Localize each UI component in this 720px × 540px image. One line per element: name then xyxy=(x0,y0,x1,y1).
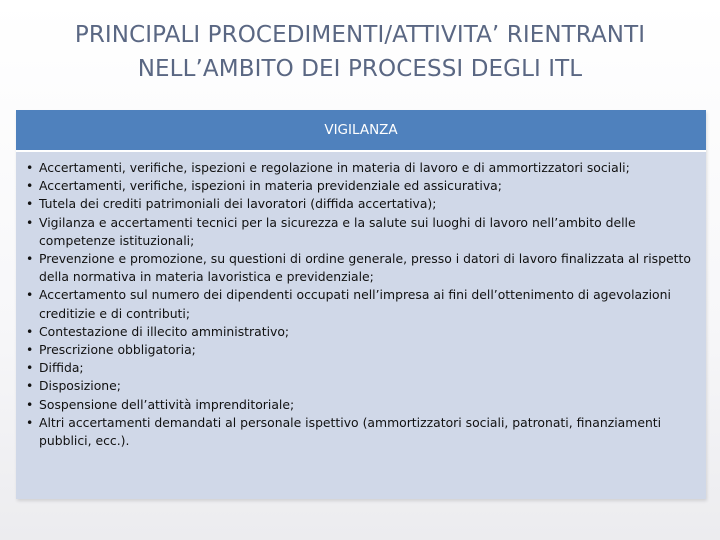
list-item-text: Accertamenti, verifiche, ispezioni e regolazione in materia di lavoro e di ammortizzatori sociali; xyxy=(39,160,630,175)
vigilanza-table xyxy=(16,110,706,499)
bullet-icon: • xyxy=(26,360,34,376)
list-item xyxy=(26,323,698,341)
list-item-text: Altri accertamenti demandati al personale ispettivo (ammortizzatori sociali, patronati, finanziamenti pubblici, ecc.). xyxy=(39,414,662,449)
bullet-icon: • xyxy=(26,287,34,303)
list-item-text: Accertamenti, verifiche, ispezioni in materia previdenziale ed assicurativa; xyxy=(39,178,502,194)
bullet-icon: • xyxy=(26,196,34,212)
list-item-text: Prescrizione obbligatoria; xyxy=(39,342,196,358)
table-body xyxy=(16,152,706,499)
bullet-icon: • xyxy=(26,378,34,394)
bullet-icon: • xyxy=(26,323,34,339)
bullet-icon: • xyxy=(26,414,34,430)
list-item-text: Contestazione di illecito amministrativo; xyxy=(39,323,290,339)
list-item xyxy=(26,214,698,250)
list-item xyxy=(26,359,698,377)
list-item xyxy=(26,414,698,450)
list-item xyxy=(26,286,698,322)
list-item xyxy=(26,377,698,395)
list-item-text: Accertamento sul numero dei dipendenti occupati nell’impresa ai fini dell’ottenimento di agevolazioni creditizie e di contributi; xyxy=(39,287,671,321)
slide-title xyxy=(0,18,720,86)
list-item xyxy=(26,159,698,177)
activity-list xyxy=(26,159,698,450)
list-item xyxy=(26,341,698,359)
list-item xyxy=(26,250,698,286)
bullet-icon: • xyxy=(26,342,34,358)
bullet-icon: • xyxy=(26,178,34,194)
table-header-vigilanza: VIGILANZA xyxy=(16,110,706,152)
list-item xyxy=(26,195,698,213)
list-item-text: Diffida; xyxy=(39,360,84,376)
list-item-text: Sospensione dell’attività imprenditoriale; xyxy=(39,396,295,412)
list-item xyxy=(26,177,698,195)
list-item-text: Disposizione; xyxy=(39,378,121,394)
slide-title-line-2: NELL’AMBITO DEI PROCESSI DEGLI ITL xyxy=(137,56,583,82)
list-item-text: Prevenzione e promozione, su questioni di ordine generale, presso i datori di lavoro finalizzata al rispetto della normativa in materia lavoristica e previdenziale; xyxy=(39,251,691,285)
bullet-icon: • xyxy=(26,251,34,267)
list-item-text: Vigilanza e accertamenti tecnici per la sicurezza e la salute sui luoghi di lavoro nell’ambito delle competenze istituzionali; xyxy=(39,214,636,248)
bullet-icon: • xyxy=(26,396,34,412)
bullet-icon: • xyxy=(26,160,34,175)
slide-title-line-1: PRINCIPALI PROCEDIMENTI/ATTIVITA’ RIENTRANTI xyxy=(74,22,646,48)
list-item-text: Tutela dei crediti patrimoniali dei lavoratori (diffida accertativa); xyxy=(39,196,437,212)
list-item xyxy=(26,396,698,414)
bullet-icon: • xyxy=(26,214,34,230)
